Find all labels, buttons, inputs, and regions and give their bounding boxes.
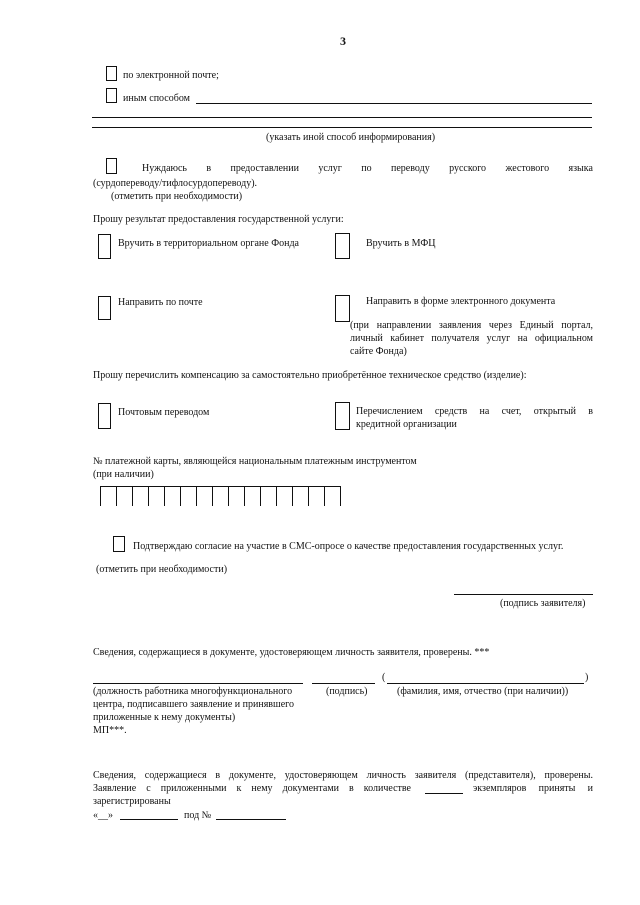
postal-transfer-label: Почтовым переводом: [118, 407, 210, 418]
employee-position-line[interactable]: [93, 683, 303, 684]
result-heading: Прошу результат предоставления государственной услуги:: [93, 214, 344, 225]
sms-consent-note: (отметить при необходимости): [96, 564, 228, 575]
employee-signature-line[interactable]: [312, 683, 375, 684]
card-cell-divider: [212, 486, 213, 506]
card-cell-divider: [196, 486, 197, 506]
sign-language-checkbox[interactable]: [106, 158, 117, 174]
verification-text: Сведения, содержащиеся в документе, удостоверяющем личность заявителя, проверены. ***: [93, 647, 490, 658]
card-number-note: (при наличии): [93, 469, 154, 480]
electronic-document-label: Направить в форме электронного документа: [366, 296, 556, 307]
sign-word: русского: [449, 163, 487, 174]
registration-number-label: под №: [184, 810, 212, 821]
card-cell-divider: [148, 486, 149, 506]
electronic-note-2: личный кабинет получателя услуг на официальном: [350, 333, 593, 344]
electronic-note-3: сайте Фонда): [350, 346, 407, 357]
card-cell-divider: [292, 486, 293, 506]
registration-number-line[interactable]: [216, 819, 286, 820]
card-cell-divider: [308, 486, 309, 506]
applicant-signature-line[interactable]: [454, 594, 593, 595]
card-cell-divider: [164, 486, 165, 506]
sign-word: жестового: [505, 163, 550, 174]
documents-count-line[interactable]: [425, 793, 463, 794]
mail-label: Направить по почте: [118, 297, 203, 308]
card-cell-divider: [228, 486, 229, 506]
name-paren-open: (: [382, 672, 386, 683]
position-caption-3: приложенные к нему документы): [93, 712, 236, 723]
sign-word: по: [361, 163, 372, 174]
position-caption-1: (должность работника многофункционального: [93, 686, 293, 697]
mfc-checkbox[interactable]: [335, 233, 350, 259]
employee-name-line[interactable]: [387, 683, 584, 684]
sign-language-line-1: [142, 163, 593, 174]
documents-count-text: Заявление с приложенными к нему документами в количестве: [93, 783, 411, 794]
other-method-line-2[interactable]: [92, 117, 592, 118]
documents-accepted-text: экземпляров приняты и: [473, 783, 593, 794]
page-number: 3: [340, 34, 346, 48]
electronic-document-checkbox[interactable]: [335, 295, 350, 322]
bank-transfer-label-2: кредитной организации: [356, 419, 457, 430]
date-prefix: «__»: [93, 810, 113, 821]
employee-name-caption: (фамилия, имя, отчество (при наличии)): [397, 686, 569, 697]
card-cell-divider: [340, 486, 341, 506]
bank-transfer-label-1: Перечислением средств на счет, открытый в: [356, 406, 593, 417]
sign-language-line-2: (сурдопереводу/тифлосурдопереводу).: [93, 178, 258, 189]
fund-office-label: Вручить в территориальном органе Фонда: [118, 238, 299, 249]
applicant-signature-caption: (подпись заявителя): [500, 598, 586, 609]
sign-language-note: (отметить при необходимости): [111, 191, 243, 202]
sign-word: предоставлении: [230, 163, 299, 174]
sign-word: в: [206, 163, 212, 174]
sms-consent-checkbox[interactable]: [113, 536, 125, 552]
sign-word: языка: [568, 163, 593, 174]
verification-2-line-3: зарегистрированы: [93, 796, 171, 807]
stamp-label: МП***.: [93, 725, 127, 736]
verification-2-line-1: Сведения, содержащиеся в документе, удостоверяющем личность заявителя (представителя), проверены.: [93, 770, 593, 781]
compensation-heading: Прошу перечислить компенсацию за самостоятельно приобретённое техническое средство (изделие):: [93, 370, 527, 381]
email-option-label: по электронной почте;: [123, 70, 219, 81]
other-method-line-3[interactable]: [92, 127, 592, 128]
card-number-label: № платежной карты, являющейся национальным платежным инструментом: [93, 456, 417, 467]
card-cells-top-line: [100, 486, 341, 487]
card-cell-divider: [180, 486, 181, 506]
registration-date-line[interactable]: [120, 819, 178, 820]
sms-consent-label: Подтверждаю согласие на участие в СМС-опросе о качестве предоставления государственных услуг.: [133, 541, 564, 552]
email-checkbox[interactable]: [106, 66, 117, 81]
other-method-caption: (указать иной способ информирования): [266, 132, 436, 143]
electronic-note-1: (при направлении заявления через Единый портал,: [350, 320, 593, 331]
other-method-checkbox[interactable]: [106, 88, 117, 103]
sign-word: переводу: [391, 163, 430, 174]
other-method-input-line[interactable]: [196, 103, 592, 104]
sign-word: Нуждаюсь: [142, 163, 187, 174]
sign-word: услуг: [318, 163, 342, 174]
card-cell-divider: [276, 486, 277, 506]
postal-transfer-checkbox[interactable]: [98, 403, 111, 429]
employee-signature-caption: (подпись): [326, 686, 368, 697]
card-cell-divider: [244, 486, 245, 506]
mfc-label: Вручить в МФЦ: [366, 238, 436, 249]
other-method-label: иным способом: [123, 93, 190, 104]
position-caption-2: центра, подписавшего заявление и принявшего: [93, 699, 295, 710]
card-cell-divider: [116, 486, 117, 506]
name-paren-close: ): [585, 672, 589, 683]
bank-transfer-checkbox[interactable]: [335, 402, 350, 430]
fund-office-checkbox[interactable]: [98, 234, 111, 259]
mail-checkbox[interactable]: [98, 296, 111, 320]
card-cell-divider: [100, 486, 101, 506]
card-cell-divider: [324, 486, 325, 506]
card-cell-divider: [132, 486, 133, 506]
card-cell-divider: [260, 486, 261, 506]
